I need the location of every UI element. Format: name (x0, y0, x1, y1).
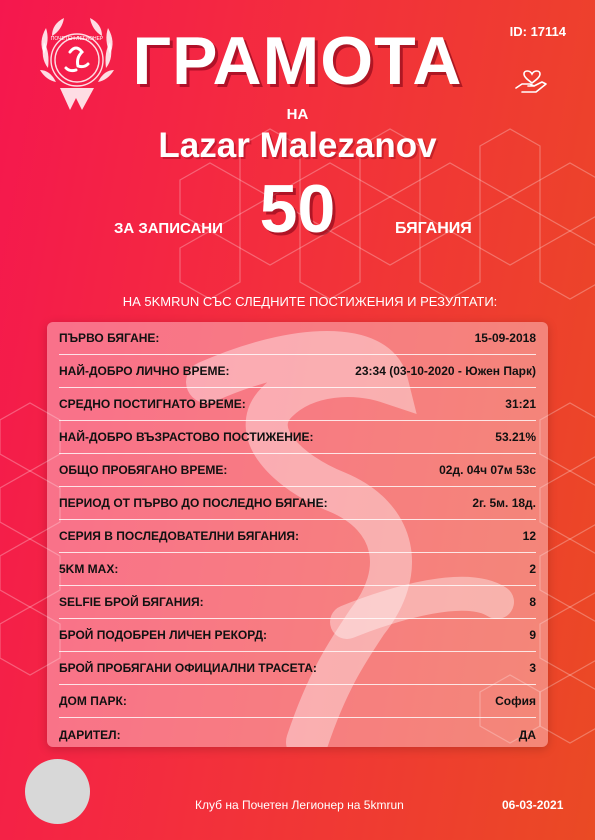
stat-label: СРЕДНО ПОСТИГНАТО ВРЕМЕ: (59, 397, 246, 411)
stat-row (59, 322, 536, 355)
stat-value: 8 (529, 595, 536, 609)
certificate-id: ID: 17114 (509, 24, 566, 39)
stat-label: НАЙ-ДОБРО ВЪЗРАСТОВО ПОСТИЖЕНИЕ: (59, 430, 314, 444)
stat-label: ДАРИТЕЛ: (59, 727, 121, 742)
count-suffix: БЯГАНИЯ (395, 220, 472, 237)
badge-text: ПОЧЕТЕН ЛЕГИОНЕР (50, 36, 104, 42)
stat-row (59, 355, 536, 388)
stat-row (59, 487, 536, 520)
stat-row (59, 685, 536, 718)
recipient-name: Lazar Malezanov (158, 126, 437, 165)
stats-list (59, 322, 536, 747)
stat-label: БРОЙ ПРОБЯГАНИ ОФИЦИАЛНИ ТРАСЕТА: (59, 661, 317, 675)
stat-row (59, 718, 536, 747)
preposition-text: НА (286, 106, 309, 123)
stat-row (59, 619, 536, 652)
stat-row (59, 586, 536, 619)
stat-value: София (495, 694, 536, 708)
stat-value: 3 (529, 661, 536, 675)
stats-panel (47, 322, 548, 747)
stat-row (59, 421, 536, 454)
results-intro: НА 5KMRUN СЪС СЛЕДНИТЕ ПОСТИЖЕНИЯ И РЕЗУЛТАТИ: (122, 294, 498, 309)
stat-row (59, 520, 536, 553)
stat-row (59, 553, 536, 586)
stat-row (59, 388, 536, 421)
stat-value: 15-09-2018 (474, 331, 536, 345)
stat-label: НАЙ-ДОБРО ЛИЧНО ВРЕМЕ: (59, 364, 230, 378)
stat-value: ДА (518, 727, 536, 742)
stat-label: SELFIE БРОЙ БЯГАНИЯ: (59, 595, 204, 609)
stat-value: 2г. 5м. 18д. (472, 496, 536, 510)
stat-value: 9 (529, 628, 536, 642)
stat-row (59, 454, 536, 487)
count-prefix: ЗА ЗАПИСАНИ (114, 220, 223, 237)
stat-value: 12 (522, 529, 536, 543)
stat-label: БРОЙ ПОДОБРЕН ЛИЧЕН РЕКОРД: (59, 628, 268, 642)
stat-label: ОБЩО ПРОБЯГАНО ВРЕМЕ: (59, 463, 228, 477)
stat-label: 5KM MAX: (59, 562, 119, 576)
stat-value: 31:21 (505, 397, 536, 411)
footer-club-text: Клуб на Почетен Легионер на 5kmrun (195, 798, 404, 812)
certificate-title: ГРАМОТА (132, 23, 463, 99)
stat-value: 2 (529, 562, 536, 576)
stat-label: СЕРИЯ В ПОСЛЕДОВАТЕЛНИ БЯГАНИЯ: (59, 529, 299, 543)
stat-value: 02д. 04ч 07м 53с (439, 463, 536, 477)
stat-label: ПЪРВО БЯГАНЕ: (59, 331, 160, 345)
stat-row (59, 652, 536, 685)
stat-label: ПЕРИОД ОТ ПЪРВО ДО ПОСЛЕДНО БЯГАНЕ: (59, 496, 328, 510)
stat-label: ДОМ ПАРК: (59, 694, 127, 708)
stat-value: 23:34 (03-10-2020 - Южен Парк) (355, 364, 536, 378)
avatar-placeholder (25, 759, 90, 824)
stat-value: 53.21% (495, 430, 536, 444)
run-count: 50 (259, 171, 336, 247)
issue-date: 06-03-2021 (502, 798, 564, 812)
